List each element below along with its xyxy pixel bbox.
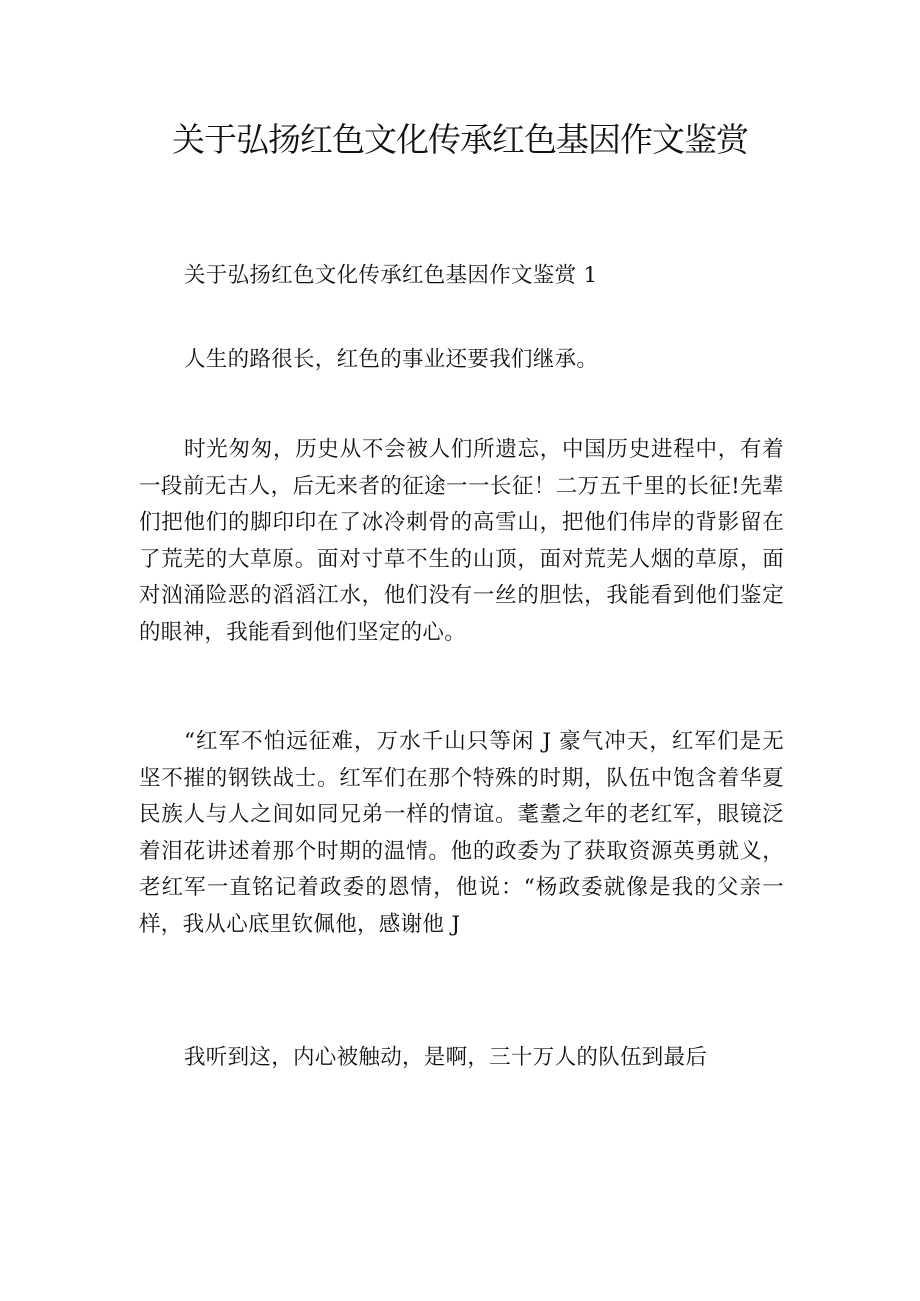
paragraph-4: 我听到这，内心被触动，是啊，三十万人的队伍到最后 — [184, 1045, 708, 1070]
paragraph-3: “红军不怕远征难，万水千山只等闲 J 豪气冲天，红军们是无坚不摧的钢铁战士。红军们在那个特殊的时期，队伍中饱含着华夏民族人与人之间如同兄弟一样的情谊。耄耋之年的老红军，眼镜泛着泪花讲述着那个时期的温情。他的政委为了获取资源英勇就义，老红军一直铭记着政委的恩情，他说：“杨政委就像是我的父亲一样，我从心底里钦佩他，感谢他 J — [139, 729, 784, 937]
paragraph-1: 人生的路很长，红色的事业还要我们继承。 — [184, 347, 599, 372]
paragraph-2: 时光匆匆，历史从不会被人们所遗忘，中国历史进程中，有着一段前无古人，后无来者的征途一一长征！二万五千里的长征!先辈们把他们的脚印印在了冰冷刺骨的高雪山，把他们伟岸的背影留在了荒芜的大草原。面对寸草不生的山顶，面对荒芜人烟的草原，面对汹涌险恶的滔滔江水，他们没有一丝的胆怯，我能看到他们鉴定的眼神，我能看到他们坚定的心。 — [139, 437, 784, 645]
section-heading: 关于弘扬红色文化传承红色基因作文鉴赏 1 — [184, 263, 598, 288]
document-title: 关于弘扬红色文化传承红色基因作文鉴赏 — [172, 120, 748, 159]
